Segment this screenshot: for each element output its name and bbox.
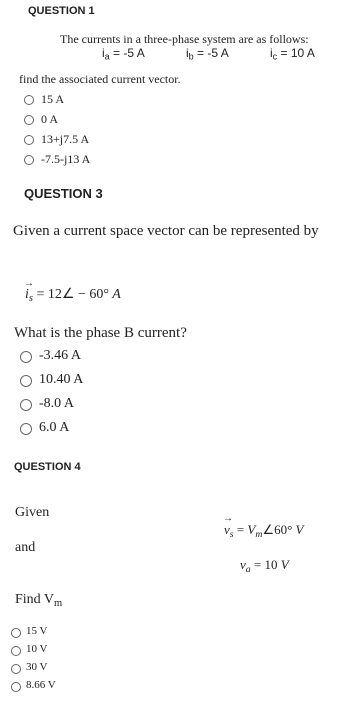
current-ic-value: 10 A <box>290 46 315 60</box>
formula-value: 12∠ − 60° <box>47 287 109 302</box>
question-4-heading: QUESTION 4 <box>14 461 81 473</box>
radio-button[interactable] <box>11 646 21 656</box>
radio-button[interactable] <box>24 115 34 125</box>
option-label: 0 A <box>41 112 59 126</box>
question-1-heading: QUESTION 1 <box>28 5 95 17</box>
current-ic: $i_c = 10$ A <box>270 46 315 62</box>
option-label: 30 V <box>26 661 48 673</box>
question-3-heading: QUESTION 3 <box>24 186 103 201</box>
question-1-prompt: find the associated current vector. <box>19 72 181 86</box>
voltage-vector-formula: → $v_s$ = $V_m\angle 60^\circ$ V <box>224 522 303 540</box>
radio-button[interactable] <box>20 351 32 363</box>
radio-button[interactable] <box>24 95 34 105</box>
question-3-intro: Given a current space vector can be represented by <box>13 223 319 239</box>
current-ia: $i_a = -5$ A <box>102 46 145 62</box>
option-label: -7.5-j13 A <box>41 152 91 166</box>
find-label: Find V <box>15 592 55 607</box>
radio-button[interactable] <box>24 135 34 145</box>
formula-value: 10 <box>264 557 278 572</box>
phase-a-voltage-formula: $v_a = 10$ V <box>240 557 289 575</box>
current-ia-value: -5 A <box>123 46 145 60</box>
formula-unit: A <box>112 287 121 302</box>
radio-button[interactable] <box>20 423 32 435</box>
radio-button[interactable] <box>20 375 32 387</box>
formula-angle: ∠60° <box>262 522 293 537</box>
radio-button[interactable] <box>20 399 32 411</box>
radio-button[interactable] <box>11 664 21 674</box>
option-label: 6.0 A <box>39 420 70 435</box>
question-4-find <box>15 592 62 609</box>
question-4-given: Given <box>15 505 50 520</box>
find-subscript: m <box>54 598 63 610</box>
option-label: 8.66 V <box>26 679 56 691</box>
option-label: 10 V <box>26 643 48 655</box>
question-1-intro: The currents in a three-phase system are as follows: <box>60 32 309 46</box>
option-label: -8.0 A <box>39 396 74 411</box>
option-label: 15 A <box>41 92 65 106</box>
radio-button[interactable] <box>11 628 21 638</box>
radio-button[interactable] <box>11 682 21 692</box>
radio-button[interactable] <box>24 155 34 165</box>
current-ib-value: -5 A <box>207 46 229 60</box>
option-label: 15 V <box>26 625 48 637</box>
option-label: 13+j7.5 A <box>41 132 90 146</box>
formula-unit: V <box>280 557 289 572</box>
question-3-prompt: What is the phase B current? <box>14 325 187 341</box>
question-4-and: and <box>15 540 36 555</box>
option-label: 10.40 A <box>39 372 84 387</box>
option-label: -3.46 A <box>39 348 81 363</box>
current-ib: $i_b = -5$ A <box>186 46 229 62</box>
formula-unit: V <box>295 522 304 537</box>
current-space-vector-formula: → $i_s$ = 12∠ − 60° A <box>25 286 121 304</box>
